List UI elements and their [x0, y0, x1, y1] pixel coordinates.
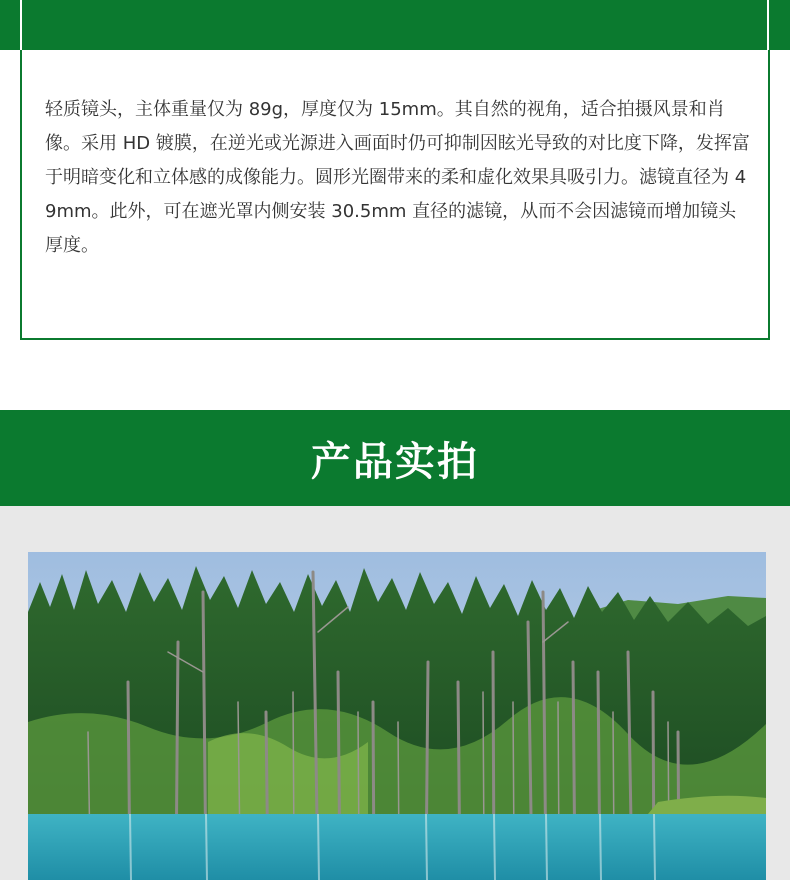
- section-title: 产品实拍: [311, 438, 479, 485]
- frame-rail-left: [20, 0, 22, 50]
- photo-section: [0, 506, 790, 880]
- description-panel: [20, 50, 770, 340]
- frame-rail-right: [767, 0, 769, 50]
- section-header: [0, 410, 790, 506]
- top-banner: [0, 0, 790, 50]
- forest-lake-photo: [28, 552, 766, 880]
- description-text: 轻质镜头，主体重量仅为 89g，厚度仅为 15mm。其自然的视角，适合拍摄风景和肖像。采用 HD 镀膜，在逆光或光源进入画面时仍可抑制因眩光导致的对比度下降，发挥富于明暗变化和立体感的成像能力。圆形光圈带来的柔和虚化效果具吸引力。滤镜直径为 49mm。此外，可在遮光罩内侧安装 30.5mm 直径的滤镜，从而不会因滤镜而增加镜头厚度。: [45, 99, 750, 256]
